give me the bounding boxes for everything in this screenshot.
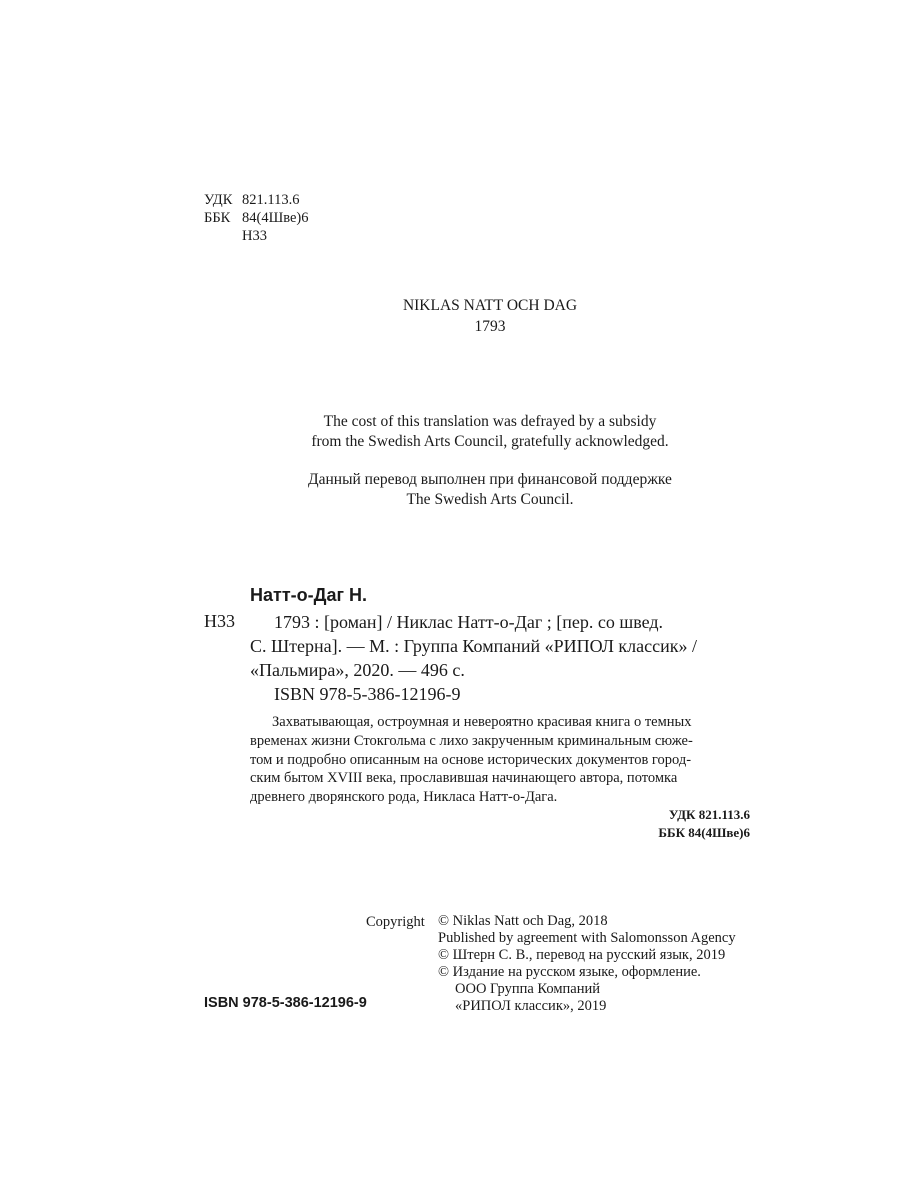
subsidy-ru-line1: Данный перевод выполнен при финансовой поддержке [308,471,672,488]
annotation-line: Захватывающая, остроумная и невероятно красивая книга о темных [272,714,692,730]
copyright-line: «РИПОЛ классик», 2019 [455,998,607,1014]
copyright-line: © Niklas Natt och Dag, 2018 [438,913,608,929]
catalog-line3: «Пальмира», 2020. — 496 с. [250,660,465,680]
copyright-line: © Издание на русском языке, оформление. [438,964,701,980]
catalog-description [250,610,750,682]
subsidy-en-line1: The cost of this translation was defrayed by a subsidy [323,413,657,430]
catalog-line1: 1793 : [роман] / Никлас Натт-о-Даг ; [пер. со швед. [274,612,664,632]
catalog-author-mark: Н33 [204,611,235,631]
udk-value: 821.113.6 [242,192,300,208]
original-title [290,296,690,337]
catalog-bbk: ББК 84(4Шве)6 [658,825,750,840]
subsidy-notice [240,412,740,510]
subsidy-ru-line2: The Swedish Arts Council. [406,491,574,508]
annotation-line: ским бытом XVIII века, прославившая начинающего автора, потомка [250,770,678,787]
annotation [250,713,750,807]
bbk-label: ББК [204,210,231,226]
copyright-line: Published by agreement with Salomonsson Agency [438,930,736,946]
copyright-block [438,913,736,1015]
copyright-line: © Штерн С. В., перевод на русский язык, 2019 [438,947,726,963]
isbn-bottom: ISBN 978-5-386-12196-9 [204,995,367,1011]
original-author: NIKLAS NATT OCH DAG [402,297,578,314]
catalog-line2: С. Штерна]. — М. : Группа Компаний «РИПОЛ классик» / [250,636,698,656]
author-mark-top: Н33 [242,228,267,244]
classification-top [204,191,308,245]
annotation-line: том и подробно описанным на основе исторических документов город- [250,751,692,768]
original-book-title: 1793 [474,318,506,335]
catalog-isbn: ISBN 978-5-386-12196-9 [274,684,461,704]
bbk-value: 84(4Шве)6 [242,210,309,226]
subsidy-en-line2: from the Swedish Arts Council, gratefully acknowledged. [311,433,669,450]
catalog-classification [550,806,750,842]
udk-label: УДК [204,192,233,208]
copyright-label: Copyright [366,914,425,930]
annotation-line: временах жизни Стокгольма с лихо закрученным криминальным сюже- [250,732,693,749]
catalog-udk: УДК 821.113.6 [668,807,750,822]
copyright-line: ООО Группа Компаний [455,981,600,997]
annotation-line: древнего дворянского рода, Никласа Натт-о-Дага. [250,789,558,806]
catalog-heading: Натт-о-Даг Н. [250,585,367,605]
